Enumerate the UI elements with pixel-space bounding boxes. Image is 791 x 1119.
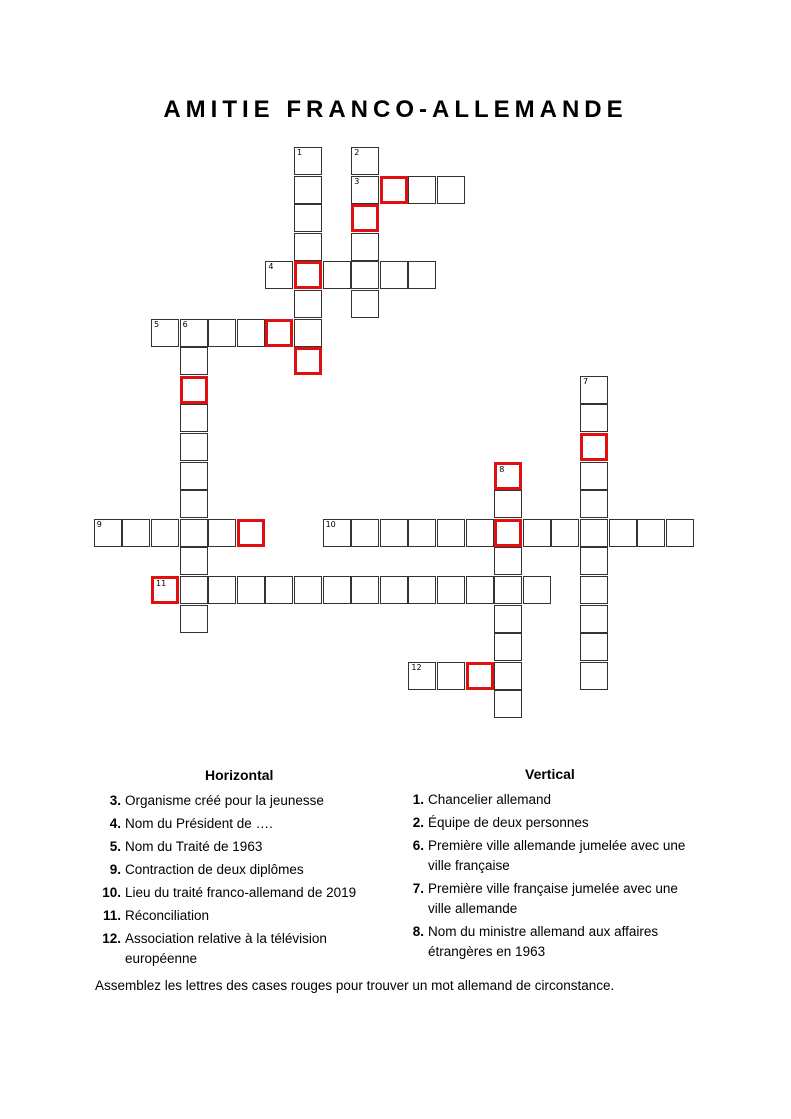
clue-across: 4. Nom du Président de ….	[109, 816, 273, 831]
letter-cell[interactable]	[351, 233, 379, 261]
letter-cell[interactable]	[323, 576, 351, 604]
letter-cell[interactable]	[437, 519, 465, 547]
letter-cell[interactable]	[294, 319, 322, 347]
letter-cell[interactable]	[494, 576, 522, 604]
letter-cell[interactable]	[637, 519, 665, 547]
clue-down: 1. Chancelier allemand	[412, 792, 552, 807]
letter-cell[interactable]	[380, 519, 408, 547]
letter-cell[interactable]	[323, 261, 351, 289]
letter-cell[interactable]	[237, 319, 265, 347]
letter-cell[interactable]	[580, 633, 608, 661]
letter-cell[interactable]	[351, 176, 379, 204]
letter-cell[interactable]	[408, 519, 436, 547]
instructions-text: Assemblez les lettres des cases rouges pour trouver un mot allemand de circonstance.	[95, 978, 615, 993]
letter-cell[interactable]	[494, 662, 522, 690]
letter-cell[interactable]	[180, 519, 208, 547]
letter-cell[interactable]	[494, 490, 522, 518]
letter-cell[interactable]	[208, 519, 236, 547]
letter-cell[interactable]	[666, 519, 694, 547]
letter-cell[interactable]	[294, 233, 322, 261]
clue-across: 12. Association relative à la télévision européenne	[102, 931, 327, 966]
vertical-clue-list	[402, 790, 692, 965]
letter-cell[interactable]	[408, 576, 436, 604]
puzzle-title: AMITIE FRANCO-ALLEMANDE	[163, 96, 628, 123]
letter-cell[interactable]	[408, 176, 436, 204]
letter-cell[interactable]	[294, 204, 322, 232]
letter-cell[interactable]	[580, 376, 608, 404]
letter-cell[interactable]	[151, 319, 179, 347]
clue-across: 5. Nom du Traité de 1963	[109, 839, 263, 854]
clue-down: 8. Nom du ministre allemand aux affaires étrangères en 1963	[412, 924, 659, 959]
letter-cell[interactable]	[580, 519, 608, 547]
letter-cell[interactable]	[494, 605, 522, 633]
letter-cell[interactable]	[408, 662, 436, 690]
red-letter-cell[interactable]	[265, 319, 293, 347]
cell-number: 12	[411, 662, 422, 672]
clue-down: 2. Équipe de deux personnes	[412, 815, 589, 830]
letter-cell[interactable]	[294, 176, 322, 204]
letter-cell[interactable]	[494, 547, 522, 575]
letter-cell[interactable]	[380, 576, 408, 604]
letter-cell[interactable]	[351, 261, 379, 289]
letter-cell[interactable]	[122, 519, 150, 547]
letter-cell[interactable]	[351, 147, 379, 175]
red-letter-cell[interactable]	[580, 433, 608, 461]
letter-cell[interactable]	[180, 462, 208, 490]
letter-cell[interactable]	[580, 404, 608, 432]
letter-cell[interactable]	[180, 347, 208, 375]
letter-cell[interactable]	[180, 433, 208, 461]
letter-cell[interactable]	[180, 404, 208, 432]
letter-cell[interactable]	[208, 576, 236, 604]
letter-cell[interactable]	[180, 576, 208, 604]
letter-cell[interactable]	[437, 662, 465, 690]
letter-cell[interactable]	[408, 261, 436, 289]
red-letter-cell[interactable]	[494, 519, 522, 547]
letter-cell[interactable]	[180, 547, 208, 575]
red-letter-cell[interactable]	[294, 347, 322, 375]
cell-number: 4	[268, 262, 274, 272]
cell-number: 1	[297, 148, 303, 157]
letter-cell[interactable]	[180, 490, 208, 518]
cell-number: 6	[182, 319, 188, 329]
letter-cell[interactable]	[494, 690, 522, 718]
letter-cell[interactable]	[580, 576, 608, 604]
clue-across: 10. Lieu du traité franco-allemand de 2019	[102, 885, 357, 900]
letter-cell[interactable]	[208, 319, 236, 347]
letter-cell[interactable]	[351, 290, 379, 318]
letter-cell[interactable]	[437, 176, 465, 204]
red-letter-cell[interactable]	[466, 662, 494, 690]
letter-cell[interactable]	[351, 519, 379, 547]
letter-cell[interactable]	[580, 662, 608, 690]
cell-number: 10	[325, 519, 336, 529]
letter-cell[interactable]	[609, 519, 637, 547]
letter-cell[interactable]	[551, 519, 579, 547]
letter-cell[interactable]	[265, 261, 293, 289]
letter-cell[interactable]	[294, 290, 322, 318]
letter-cell[interactable]	[265, 576, 293, 604]
clue-across: 11. Réconciliation	[102, 908, 210, 923]
letter-cell[interactable]	[580, 547, 608, 575]
letter-cell[interactable]	[437, 576, 465, 604]
red-letter-cell[interactable]	[351, 204, 379, 232]
letter-cell[interactable]	[523, 576, 551, 604]
red-letter-cell[interactable]	[294, 261, 322, 289]
letter-cell[interactable]	[466, 519, 494, 547]
letter-cell[interactable]	[294, 576, 322, 604]
letter-cell[interactable]	[351, 576, 379, 604]
horizontal-clue-list	[99, 791, 389, 972]
letter-cell[interactable]	[94, 519, 122, 547]
red-letter-cell[interactable]	[180, 376, 208, 404]
cell-number: 9	[96, 519, 102, 529]
red-letter-cell[interactable]	[380, 176, 408, 204]
vertical-heading: Vertical	[525, 766, 575, 782]
cell-number: 2	[354, 148, 360, 157]
letter-cell[interactable]	[580, 605, 608, 633]
letter-cell[interactable]	[237, 576, 265, 604]
letter-cell[interactable]	[523, 519, 551, 547]
cell-number: 7	[583, 376, 589, 386]
red-letter-cell[interactable]	[237, 519, 265, 547]
letter-cell[interactable]	[323, 519, 351, 547]
letter-cell[interactable]	[180, 319, 208, 347]
clue-down: 6. Première ville allemande jumelée avec une ville française	[412, 838, 686, 873]
letter-cell[interactable]	[380, 261, 408, 289]
letter-cell[interactable]	[580, 490, 608, 518]
letter-cell[interactable]	[151, 519, 179, 547]
red-letter-cell[interactable]	[151, 576, 179, 604]
clue-across: 9. Contraction de deux diplômes	[109, 862, 304, 877]
letter-cell[interactable]	[494, 633, 522, 661]
red-letter-cell[interactable]	[494, 462, 522, 490]
horizontal-heading: Horizontal	[205, 767, 274, 783]
clue-down: 7. Première ville française jumelée avec une ville allemande	[412, 881, 678, 916]
letter-cell[interactable]	[294, 147, 322, 175]
cell-number: 3	[354, 176, 360, 186]
cell-number: 8	[499, 464, 505, 474]
letter-cell[interactable]	[466, 576, 494, 604]
cell-number: 5	[154, 319, 160, 329]
letter-cell[interactable]	[180, 605, 208, 633]
cell-number: 11	[156, 579, 167, 588]
letter-cell[interactable]	[580, 462, 608, 490]
clue-across: 3. Organisme créé pour la jeunesse	[109, 793, 324, 808]
